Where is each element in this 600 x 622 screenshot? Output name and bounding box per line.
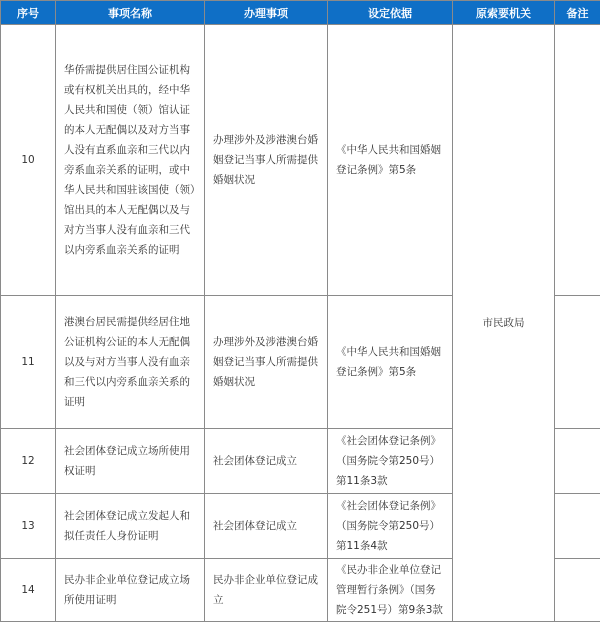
item-name: 社会团体登记成立发起人和拟任责任人身份证明 <box>56 494 205 559</box>
action-item: 社会团体登记成立 <box>205 429 328 494</box>
header-basis: 设定依据 <box>328 1 453 25</box>
legal-basis: 《中华人民共和国婚姻登记条例》第5条 <box>328 296 453 429</box>
item-name: 民办非企业单位登记成立场所使用证明 <box>56 559 205 622</box>
table-row <box>1 25 600 296</box>
note-cell <box>555 494 600 559</box>
action-item: 社会团体登记成立 <box>205 494 328 559</box>
item-name: 港澳台居民需提供经居住地公证机构公证的本人无配偶以及与对方当事人没有血亲和三代以内旁系血亲关系的证明 <box>56 296 205 429</box>
header-no: 序号 <box>1 1 56 25</box>
action-item: 民办非企业单位登记成立 <box>205 559 328 622</box>
row-number: 12 <box>1 429 56 494</box>
row-number: 10 <box>1 25 56 296</box>
action-item: 办理涉外及涉港澳台婚姻登记当事人所需提供婚姻状况 <box>205 296 328 429</box>
header-item-name: 事项名称 <box>56 1 205 25</box>
note-cell <box>555 559 600 622</box>
legal-basis: 《社会团体登记条例》（国务院令第250号）第11条4款 <box>328 494 453 559</box>
note-cell <box>555 429 600 494</box>
requesting-org: 市民政局 <box>453 25 555 622</box>
row-number: 11 <box>1 296 56 429</box>
note-cell <box>555 296 600 429</box>
header-org: 原索要机关 <box>453 1 555 25</box>
item-name: 社会团体登记成立场所使用权证明 <box>56 429 205 494</box>
legal-basis: 《社会团体登记条例》（国务院令第250号）第11条3款 <box>328 429 453 494</box>
header-note: 备注 <box>555 1 600 25</box>
row-number: 13 <box>1 494 56 559</box>
row-number: 14 <box>1 559 56 622</box>
header-action: 办理事项 <box>205 1 328 25</box>
header-row <box>1 1 600 25</box>
legal-basis: 《民办非企业单位登记管理暂行条例》（国务院令251号）第9条3款 <box>328 559 453 622</box>
action-item: 办理涉外及涉港澳台婚姻登记当事人所需提供婚姻状况 <box>205 25 328 296</box>
note-cell <box>555 25 600 296</box>
item-name: 华侨需提供居住国公证机构或有权机关出具的，经中华人民共和国使（领）馆认证的本人无配偶以及对方当事人没有直系血亲和三代以内旁系血亲关系的证明，或中华人民共和国驻该国使（领）馆出具的本人无配偶以及与对方当事人没有血亲和三代以内旁系血亲关系的证明 <box>56 25 205 296</box>
legal-basis: 《中华人民共和国婚姻登记条例》第5条 <box>328 25 453 296</box>
